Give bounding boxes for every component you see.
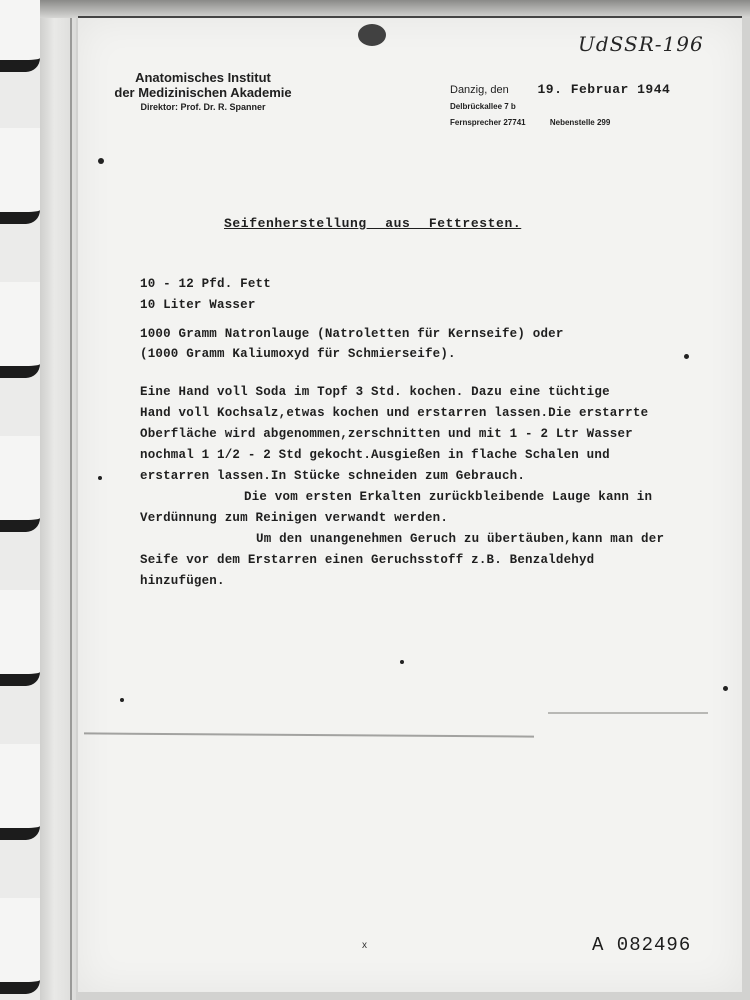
ingredient-line: 10 - 12 Pfd. Fett <box>140 277 271 291</box>
ink-speck <box>723 686 728 691</box>
text-line: Oberfläche wird abgenommen,zerschnitten und mit 1 - 2 Ltr Wasser <box>140 427 633 441</box>
lye-options <box>140 324 564 364</box>
document-number: A 082496 <box>592 934 692 956</box>
street-address: Delbrückallee 7 b <box>450 102 516 111</box>
film-edge <box>40 0 76 1000</box>
ink-speck <box>684 354 689 359</box>
institute-name: Anatomisches Institut <box>135 70 271 85</box>
letterhead <box>88 70 318 114</box>
document-page <box>78 16 742 992</box>
academy-name: der Medizinischen Akademie <box>114 85 292 100</box>
ingredient-line: 10 Liter Wasser <box>140 298 256 312</box>
handwritten-reference: UdSSR-196 <box>578 32 704 56</box>
text-line: hinzufügen. <box>140 574 225 588</box>
sprocket-hole <box>0 898 40 994</box>
text-line: nochmal 1 1/2 - 2 Std gekocht.Ausgießen in flache Schalen und <box>140 448 610 462</box>
document-heading: Seifenherstellung aus Fettresten. <box>224 216 522 231</box>
text-line: Die vom ersten Erkalten zurückbleibende Lauge kann in <box>244 490 653 504</box>
small-mark: x <box>362 940 367 951</box>
text-line: erstarren lassen.In Stücke schneiden zum Gebrauch. <box>140 469 526 483</box>
text-line: Seife vor dem Erstarren einen Geruchsstoff z.B. Benzaldehyd <box>140 553 595 567</box>
phone-number: Fernsprecher 27741 <box>450 118 526 127</box>
ink-speck <box>400 660 404 664</box>
director-line: Direktor: Prof. Dr. R. Spanner <box>140 102 266 112</box>
ink-blot <box>358 24 386 46</box>
phone-extension: Nebenstelle 299 <box>549 118 611 127</box>
place-date-block <box>450 82 740 131</box>
text-line: 1000 Gramm Natronlauge (Natroletten für Kernseife) oder <box>140 327 564 341</box>
sprocket-hole <box>0 282 40 378</box>
ink-speck <box>120 698 124 702</box>
sprocket-hole <box>0 0 40 72</box>
text-line: (1000 Gramm Kaliumoxyd für Schmierseife). <box>140 347 456 361</box>
scratch-line <box>84 732 534 737</box>
film-strip <box>0 0 41 1000</box>
ink-speck <box>98 158 104 164</box>
sprocket-hole <box>0 436 40 532</box>
sprocket-hole <box>0 128 40 224</box>
letter-date: 19. Februar 1944 <box>537 82 671 97</box>
ingredient-list <box>140 274 271 316</box>
instructions-body <box>140 382 664 592</box>
sprocket-hole <box>0 744 40 840</box>
text-line: Hand voll Kochsalz,etwas kochen und erstarren lassen.Die erstarrte <box>140 406 649 420</box>
city-label: Danzig, den <box>450 84 509 96</box>
ink-speck <box>98 476 102 480</box>
text-line: Eine Hand voll Soda im Topf 3 Std. kochen. Dazu eine tüchtige <box>140 385 610 399</box>
sprocket-hole <box>0 590 40 686</box>
text-line: Verdünnung zum Reinigen verwandt werden. <box>140 511 449 525</box>
scratch-line <box>548 712 708 714</box>
text-line: Um den unangenehmen Geruch zu übertäuben,kann man der <box>256 532 665 546</box>
